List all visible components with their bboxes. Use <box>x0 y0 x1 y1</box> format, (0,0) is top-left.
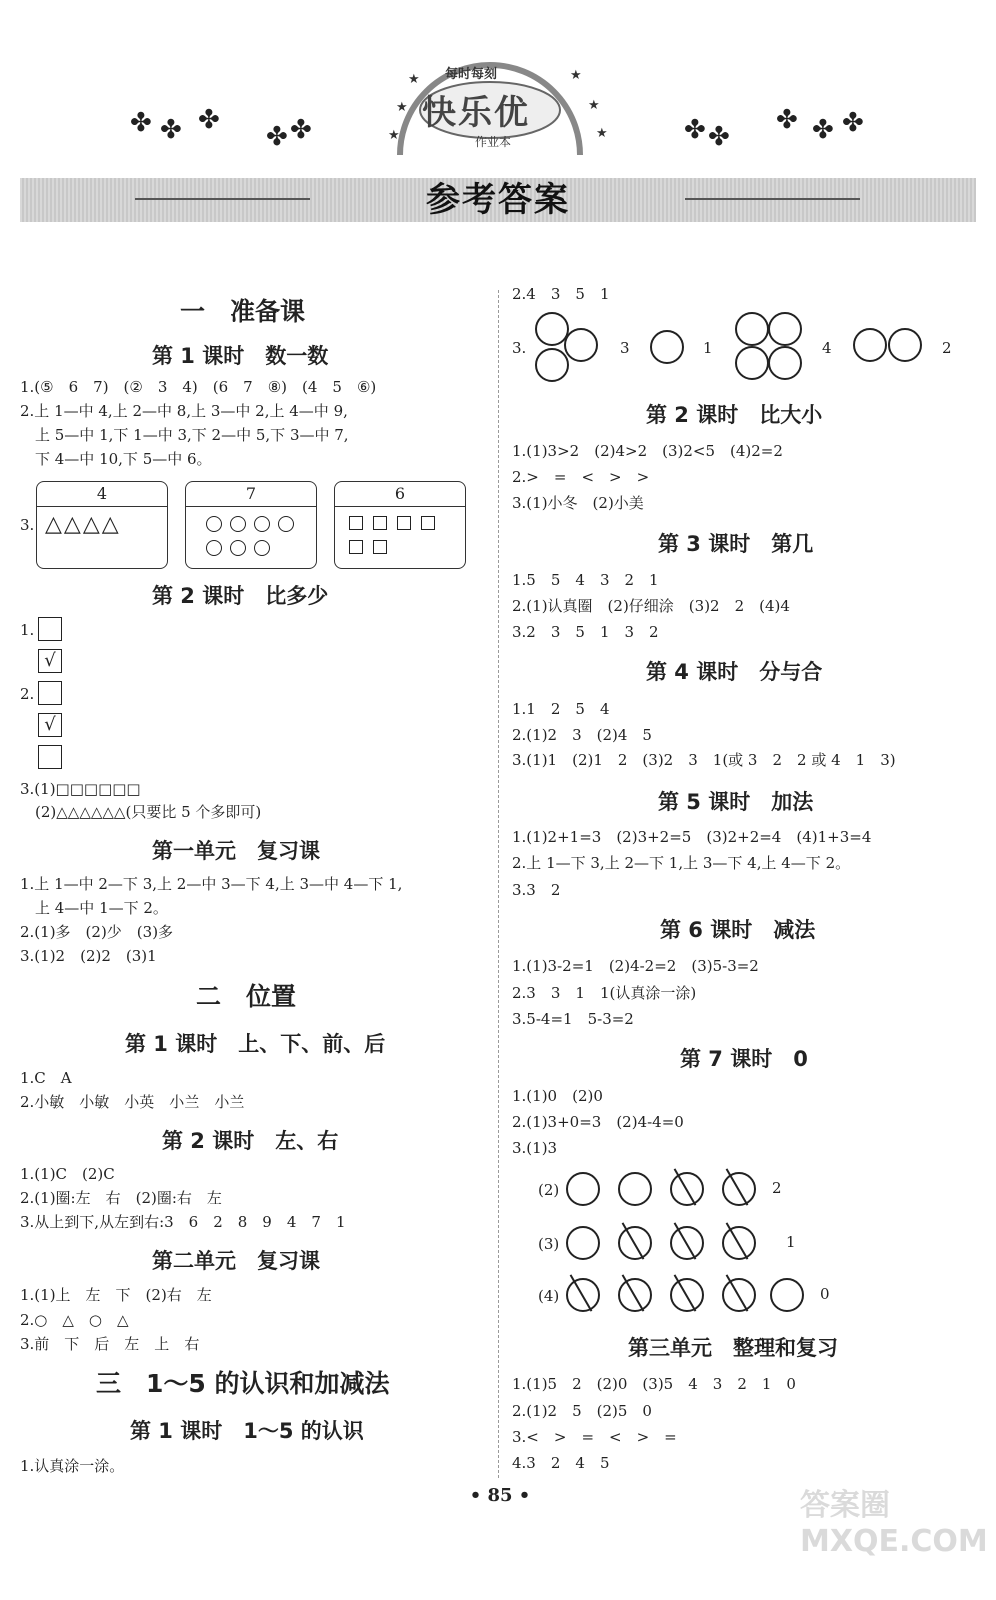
clover-icon: ✤ <box>130 108 152 138</box>
answer-line: 2.(1)多 (2)少 (3)多 <box>20 923 174 941</box>
triangles: △△△△ <box>45 512 121 537</box>
checkbox-checked: √ <box>38 713 62 737</box>
checkbox <box>38 681 62 705</box>
answer-line: 3.从上到下,从左到右:3 6 2 8 9 4 7 1 <box>20 1213 346 1231</box>
answer-line: 1.(1)2+1=3 (2)3+2=5 (3)2+2=4 (4)1+3=4 <box>512 828 872 846</box>
star-icon: ★ <box>570 68 582 83</box>
answer-line: 2.(1)圈:左 右 (2)圈:右 左 <box>20 1189 222 1207</box>
logo-sub-text: 作业本 <box>475 135 512 149</box>
answer-line: 2.(1)2 5 (2)5 0 <box>512 1402 652 1420</box>
checkbox <box>38 617 62 641</box>
answer-line: 3.3 2 <box>512 881 561 899</box>
clover-icon: ✤ <box>290 115 312 145</box>
section-heading: 二 位置 <box>196 982 297 1011</box>
section-heading: 一 准备课 <box>180 297 306 326</box>
lesson-heading: 第 1 课时 数一数 <box>152 344 329 368</box>
circle-icon <box>564 328 598 362</box>
circle-icon <box>768 346 802 380</box>
unit-review-heading: 第一单元 复习课 <box>152 839 320 863</box>
answer-line: 2.3 3 1 1(认真涂一涂) <box>512 984 697 1002</box>
answer-line: 下 4—中 10,下 5—中 6。 <box>20 450 212 468</box>
star-icon: ★ <box>408 72 420 87</box>
circle-icon <box>768 312 802 346</box>
star-icon: ★ <box>596 126 608 141</box>
answer-line: 2.4 3 5 1 <box>512 285 610 303</box>
lesson-heading: 第 2 课时 比大小 <box>646 403 823 427</box>
star-icon: ★ <box>388 128 400 143</box>
lesson-heading: 第 2 课时 左、右 <box>162 1129 339 1153</box>
circle-icon <box>230 540 246 556</box>
column-divider <box>498 290 499 1478</box>
answer-line: 上 4—中 1—下 2。 <box>20 899 168 917</box>
answer-line: 2.> = < > > <box>512 468 650 486</box>
clover-icon: ✤ <box>198 105 220 135</box>
page-number: • 85 • <box>469 1485 531 1506</box>
page-title: 参考答案 <box>426 180 570 220</box>
row-answer: 1 <box>786 1233 796 1251</box>
count-box <box>36 481 168 569</box>
count-label: 3 <box>620 339 630 357</box>
count-label: 4 <box>822 339 832 357</box>
answer-line: 1.认真涂一涂。 <box>20 1457 125 1475</box>
circle-icon <box>650 330 684 364</box>
circle-icon <box>206 540 222 556</box>
answer-line: 1.(1)3>2 (2)4>2 (3)2<5 (4)2=2 <box>512 442 783 460</box>
answer-line: 2.(1)2 3 (2)4 5 <box>512 726 652 744</box>
square-icon <box>421 516 435 530</box>
answer-line: 1.(1)上 左 下 (2)右 左 <box>20 1286 212 1304</box>
lesson-heading: 第 6 课时 减法 <box>660 918 816 942</box>
answer-line: 3. <box>512 339 527 357</box>
logo-main-text: 快乐优 <box>422 93 530 133</box>
star-icon: ★ <box>396 100 408 115</box>
unit-review-heading: 第二单元 复习课 <box>152 1249 320 1273</box>
circle-icon <box>566 1226 600 1260</box>
answer-line: 4.3 2 4 5 <box>512 1454 610 1472</box>
square-icon <box>373 540 387 554</box>
answer-line: 3.(1)3 <box>512 1139 558 1157</box>
circle-icon <box>618 1172 652 1206</box>
answer-line: 3.(1)1 (2)1 2 (3)2 3 1(或 3 2 2 或 4 1 3) <box>512 751 896 769</box>
clover-icon: ✤ <box>812 115 834 145</box>
watermark: 答案圈 MXQE.COM <box>800 1488 988 1559</box>
circle-icon <box>566 1172 600 1206</box>
clover-icon: ✤ <box>160 115 182 145</box>
lesson-heading: 第 5 课时 加法 <box>658 790 814 814</box>
row-label: (3) <box>538 1235 560 1253</box>
answer-line: 2. <box>20 685 35 703</box>
circle-icon <box>770 1278 804 1312</box>
answer-line: 1.(1)5 2 (2)0 (3)5 4 3 2 1 0 <box>512 1375 796 1393</box>
clover-icon: ✤ <box>708 122 730 152</box>
answer-line: 1.(1)0 (2)0 <box>512 1087 603 1105</box>
answer-line: 2.(1)认真圈 (2)仔细涂 (3)2 2 (4)4 <box>512 597 790 615</box>
lesson-heading: 第 4 课时 分与合 <box>646 660 823 684</box>
unit-review-heading: 第三单元 整理和复习 <box>628 1336 838 1360</box>
answer-line: 上 5—中 1,下 1—中 3,下 2—中 5,下 3—中 7, <box>20 426 349 444</box>
checkbox <box>38 745 62 769</box>
count-label: 1 <box>703 339 713 357</box>
square-icon <box>349 516 363 530</box>
answer-line: 2.上 1—下 3,上 2—下 1,上 3—下 4,上 4—下 2。 <box>512 854 851 872</box>
answer-line: 3.2 3 5 1 3 2 <box>512 623 659 641</box>
answer-line: 3.(1)□□□□□□ <box>20 780 141 798</box>
lesson-heading: 第 3 课时 第几 <box>658 532 814 556</box>
row-label: (2) <box>538 1181 560 1199</box>
circle-icon <box>735 312 769 346</box>
answer-line: (2)△△△△△△(只要比 5 个多即可) <box>20 803 262 821</box>
lesson-heading: 第 1 课时 上、下、前、后 <box>125 1032 386 1056</box>
clover-icon: ✤ <box>842 108 864 138</box>
row-answer: 2 <box>772 1179 782 1197</box>
answer-line: 2.上 1—中 4,上 2—中 8,上 3—中 2,上 4—中 9, <box>20 402 348 420</box>
answer-line: 1.C A <box>20 1069 72 1087</box>
answer-line: 2.小敏 小敏 小英 小兰 小兰 <box>20 1093 245 1111</box>
lesson-heading: 第 7 课时 0 <box>680 1047 808 1071</box>
lesson-heading: 第 1 课时 1～5 的认识 <box>130 1419 364 1443</box>
answer-line: 3.< > = < > = <box>512 1428 677 1446</box>
answer-line: 1. <box>20 621 35 639</box>
circle-icon <box>254 516 270 532</box>
count-box <box>334 481 466 569</box>
circle-icon <box>735 346 769 380</box>
square-icon <box>397 516 411 530</box>
clover-icon: ✤ <box>266 122 288 152</box>
circle-icon <box>254 540 270 556</box>
row-label: (4) <box>538 1287 560 1305</box>
count-box-number: 7 <box>186 482 316 507</box>
answer-line: 1.(⑤ 6 7) (② 3 4) (6 7 ⑧) (4 5 ⑥) <box>20 378 377 396</box>
answer-line: 1.(1)C (2)C <box>20 1165 115 1183</box>
circle-icon <box>206 516 222 532</box>
answer-line: 1.5 5 4 3 2 1 <box>512 571 659 589</box>
square-icon <box>349 540 363 554</box>
count-label: 2 <box>942 339 952 357</box>
star-icon: ★ <box>588 98 600 113</box>
answer-line: 3.5-4=1 5-3=2 <box>512 1010 634 1028</box>
circle-icon <box>535 348 569 382</box>
circle-icon <box>278 516 294 532</box>
checkbox-checked: √ <box>38 649 62 673</box>
section-heading: 三 1～5 的认识和加减法 <box>96 1369 390 1398</box>
circle-icon <box>230 516 246 532</box>
clover-icon: ✤ <box>684 115 706 145</box>
answer-line: 3.前 下 后 左 上 右 <box>20 1335 200 1353</box>
answer-line: 2.○ △ ○ △ <box>20 1311 129 1329</box>
logo-top-text: 每时每刻 <box>445 67 498 82</box>
count-box-number: 4 <box>37 482 167 507</box>
answer-line: 1.1 2 5 4 <box>512 700 610 718</box>
lesson-heading: 第 2 课时 比多少 <box>152 584 329 608</box>
circle-icon <box>853 328 887 362</box>
count-box <box>185 481 317 569</box>
circle-icon <box>888 328 922 362</box>
answer-line: 1.上 1—中 2—下 3,上 2—中 3—下 4,上 3—中 4—下 1, <box>20 875 403 893</box>
row-answer: 0 <box>820 1285 830 1303</box>
count-box-number: 6 <box>335 482 465 507</box>
answer-line: 3.(1)2 (2)2 (3)1 <box>20 947 157 965</box>
answer-line: 3.(1)小冬 (2)小美 <box>512 494 644 512</box>
square-icon <box>373 516 387 530</box>
answer-line: 2.(1)3+0=3 (2)4-4=0 <box>512 1113 684 1131</box>
answer-line: 1.(1)3-2=1 (2)4-2=2 (3)5-3=2 <box>512 957 759 975</box>
answer-line: 3. <box>20 516 35 534</box>
clover-icon: ✤ <box>776 105 798 135</box>
title-banner <box>20 178 976 222</box>
